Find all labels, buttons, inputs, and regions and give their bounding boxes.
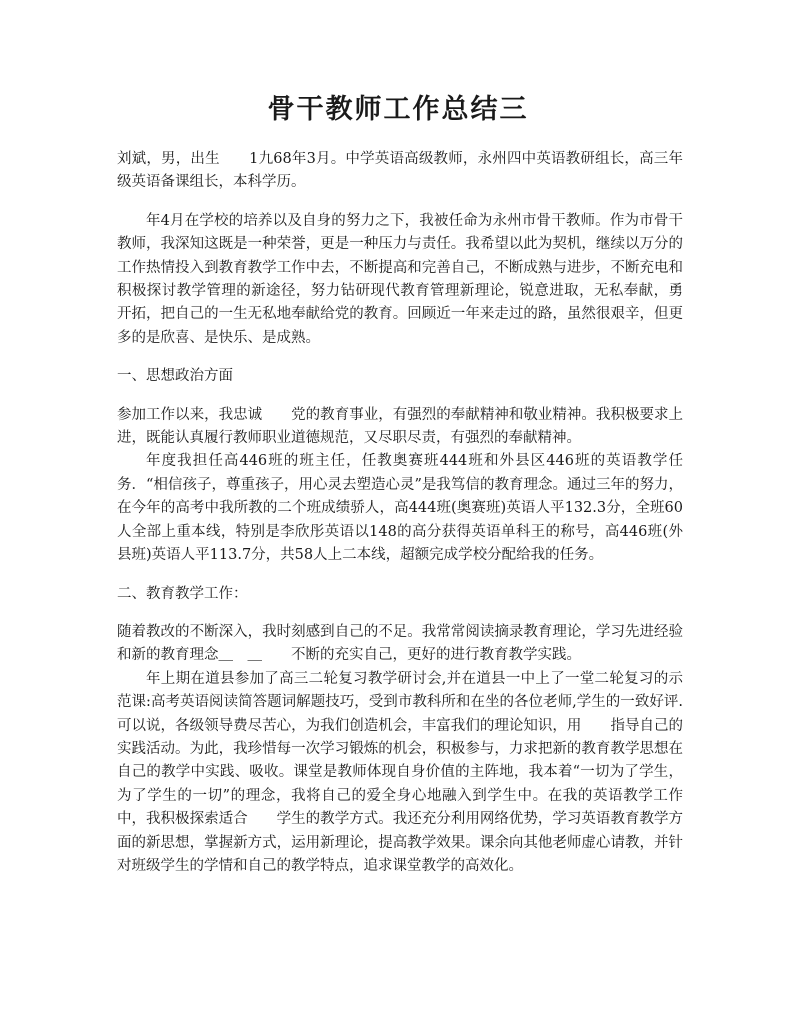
ideology-paragraph-1: 参加工作以来，我忠诚 党的教育事业，有强烈的奉献精神和敬业精神。我积极要求上进，既能认真履行教师职业道德规范，又尽职尽责，有强烈的奉献精神。 [117,406,683,447]
document-body [117,148,712,878]
ideology-paragraph-2: 年度我担任高446班的班主任，任教奥赛班444班和外县区446班的英语教学任务．“相信孩子，尊重孩子，用心灵去塑造心灵”是我笃信的教育理念。通过三年的努力，在今年的高考中我所教的二个班成绩骄人，高444班(奥赛班)英语人平132.3分，全班60人全部上重本线，特别是李欣彤英语以148的高分获得英语单科王的称号，高446班(外县班)英语人平113.7分，共58人上二本线，超额完成学校分配给我的任务。 [117,453,683,564]
document-title: 骨干教师工作总结三 [267,94,529,125]
teaching-paragraph-2: 年上期在道县参加了高三二轮复习教学研讨会,并在道县一中上了一堂二轮复习的示范课:高考英语阅读简答题词解题技巧，受到市教科所和在坐的各位老师,学生的一致好评.可以说，各级领导费尽苦心，为我们创造机会，丰富我们的理论知识，用 指导自己的实践活动。为此，我珍惜每一次学习锻炼的机会，积极参与，力求把新的教育教学思想在自己的教学中实践、吸收。课堂是教师体现自身价值的主阵地，我本着“一切为了学生，为了学生的一切”的理念，我将自己的爱全身心地融入到学生中。在我的英语教学工作中，我积极探索适合 学生的教学方式。我还充分利用网络优势，学习英语教育教学方面的新思想，掌握新方式，运用新理论，提高教学效果。课余向其他老师虚心请教，并针对班级学生的学情和自己的教学特点，追求课堂教学的高效化。 [117,670,683,874]
intro-paragraph: 刘斌，男，出生 1九68年3月。中学英语高级教师，永州四中英语教研组长，高三年级英语备课组长，本科学历。 [117,151,683,191]
section-heading-teaching: 二、教育教学工作： [117,585,248,602]
section-heading-ideology: 一、思想政治方面 [117,368,233,385]
teaching-paragraph-1: 随着教改的不断深入，我时刻感到自己的不足。我常常阅读摘录教育理论，学习先进经验和新的教育理念＿ ＿ 不断的充实自己，更好的进行教育教学实践。 [117,623,683,664]
appointment-paragraph: 年4月在学校的培养以及自身的努力之下，我被任命为永州市骨干教师。作为市骨干教师，我深知这既是一种荣誉，更是一种压力与责任。我希望以此为契机，继续以万分的工作热情投入到教育教学工作中去，不断提高和完善自己，不断成熟与进步，不断充电和积极探讨教学管理的新途径，努力钻研现代教育管理新理论，锐意进取，无私奉献，勇 开拓，把自己的一生无私地奉献给党的教育。回顾近一年来走过的路，虽然很艰辛，但更多的是欣喜、是快乐、是成熟。 [117,212,712,346]
